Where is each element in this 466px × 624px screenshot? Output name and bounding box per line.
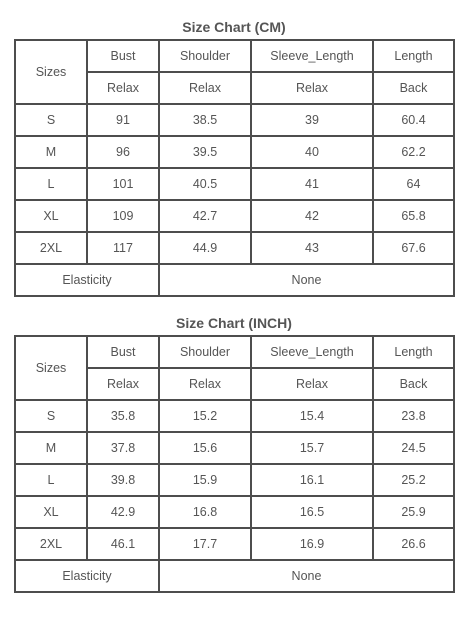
chart-title: Size Chart (INCH) [176,315,292,331]
shoulder-cell: 40.5 [159,168,251,200]
elasticity-value: None [159,264,454,296]
bust-cell: 101 [87,168,159,200]
size-cell: S [15,104,87,136]
subheader-shoulder: Relax [159,368,251,400]
size-cell: 2XL [15,232,87,264]
table-row [15,200,454,232]
shoulder-cell: 16.8 [159,496,251,528]
bust-cell: 96 [87,136,159,168]
column-header-length: Length [373,336,454,368]
elasticity-label: Elasticity [15,560,159,592]
size-cell: XL [15,496,87,528]
size-chart-inch [14,311,454,593]
column-header-shoulder: Shoulder [159,40,251,72]
bust-cell: 117 [87,232,159,264]
size-cell: M [15,432,87,464]
shoulder-cell: 15.2 [159,400,251,432]
length-cell: 24.5 [373,432,454,464]
elasticity-value: None [159,560,454,592]
size-chart-cm [14,15,454,297]
elasticity-label: Elasticity [15,264,159,296]
shoulder-cell: 15.9 [159,464,251,496]
bust-cell: 39.8 [87,464,159,496]
table-row [15,432,454,464]
size-cell: XL [15,200,87,232]
table-row [15,232,454,264]
subheader-bust: Relax [87,368,159,400]
size-table [14,39,455,297]
table-row [15,400,454,432]
length-cell: 62.2 [373,136,454,168]
sleeve-length-cell: 41 [251,168,373,200]
header-row [15,40,454,72]
sleeve-length-cell: 43 [251,232,373,264]
subheader-length: Back [373,72,454,104]
bust-cell: 109 [87,200,159,232]
column-header-sleeve-length: Sleeve_Length [251,40,373,72]
bust-cell: 46.1 [87,528,159,560]
length-cell: 67.6 [373,232,454,264]
bust-cell: 42.9 [87,496,159,528]
table-row [15,528,454,560]
elasticity-row [15,264,454,296]
shoulder-cell: 17.7 [159,528,251,560]
column-header-bust: Bust [87,336,159,368]
length-cell: 65.8 [373,200,454,232]
column-header-length: Length [373,40,454,72]
sleeve-length-cell: 16.5 [251,496,373,528]
shoulder-cell: 39.5 [159,136,251,168]
length-cell: 26.6 [373,528,454,560]
length-cell: 25.2 [373,464,454,496]
sleeve-length-cell: 40 [251,136,373,168]
subheader-length: Back [373,368,454,400]
length-cell: 64 [373,168,454,200]
bust-cell: 91 [87,104,159,136]
table-row [15,496,454,528]
shoulder-cell: 38.5 [159,104,251,136]
sleeve-length-cell: 42 [251,200,373,232]
sleeve-length-cell: 39 [251,104,373,136]
elasticity-row [15,560,454,592]
table-row [15,104,454,136]
size-cell: 2XL [15,528,87,560]
subheader-sleeve-length: Relax [251,72,373,104]
sizes-header: Sizes [15,40,87,104]
bust-cell: 35.8 [87,400,159,432]
bust-cell: 37.8 [87,432,159,464]
sleeve-length-cell: 15.7 [251,432,373,464]
table-row [15,168,454,200]
shoulder-cell: 42.7 [159,200,251,232]
subheader-shoulder: Relax [159,72,251,104]
size-cell: L [15,168,87,200]
size-table [14,335,455,593]
column-header-bust: Bust [87,40,159,72]
subheader-sleeve-length: Relax [251,368,373,400]
header-row [15,336,454,368]
length-cell: 25.9 [373,496,454,528]
length-cell: 60.4 [373,104,454,136]
column-header-shoulder: Shoulder [159,336,251,368]
sleeve-length-cell: 16.9 [251,528,373,560]
sleeve-length-cell: 15.4 [251,400,373,432]
size-cell: L [15,464,87,496]
table-row [15,464,454,496]
chart-title: Size Chart (CM) [182,19,286,35]
subheader-bust: Relax [87,72,159,104]
sleeve-length-cell: 16.1 [251,464,373,496]
shoulder-cell: 15.6 [159,432,251,464]
size-cell: M [15,136,87,168]
length-cell: 23.8 [373,400,454,432]
table-row [15,136,454,168]
shoulder-cell: 44.9 [159,232,251,264]
size-cell: S [15,400,87,432]
sizes-header: Sizes [15,336,87,400]
column-header-sleeve-length: Sleeve_Length [251,336,373,368]
